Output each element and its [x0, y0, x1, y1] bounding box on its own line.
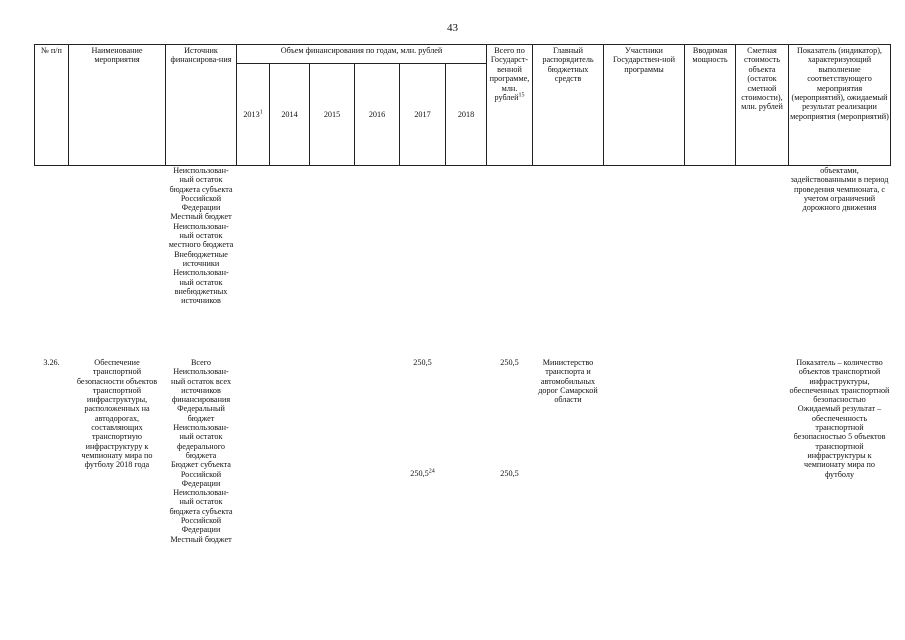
activity-name: Обеспечение транспортной безопасности объектов транспортной инфраструктуры, расположенных на автодорогах, составляющих транспортную инфраструктуру к чемпионату мира по футболу 2018 года — [76, 358, 158, 470]
main-manager: Министерство транспорта и автомобильных дорог Самарской области — [538, 358, 598, 405]
header-num: № п/п — [35, 45, 69, 166]
header-name: Наименование мероприятия — [69, 45, 166, 166]
header-year-2015: 2015 — [310, 64, 355, 166]
continuation-indicator: объектами, задействованными в период проведения чемпионата, с учетом ограничений дорожного движения — [789, 166, 891, 359]
continuation-sources: Неиспользован-ный остаток бюджета субъекта Российской Федерации Местный бюджет Неиспользован-ный остаток местного бюджета Внебюджетные источники Неиспользован-ный остаток внебюджетных источников — [166, 166, 237, 359]
header-participants: Участники Государствен-ной программы — [604, 45, 685, 166]
header-total: Всего по Государст-венной программе, млн. рублей$^{15}$ — [487, 45, 533, 166]
total-values: 250,5 250,5 — [500, 358, 519, 479]
year-2017-values: 250,5 250,5$^{24}$ — [410, 358, 435, 479]
page-number: 43 — [447, 22, 458, 34]
header-year-2017: 2017 — [400, 64, 446, 166]
header-volume-group: Объем финансирования по годам, млн. рублей — [237, 45, 487, 64]
header-source: Источник финансирова-ния — [166, 45, 237, 166]
row-sources: Всего Неиспользован-ный остаток всех источников финансирования Федеральный бюджет Неиспользован-ный остаток федерального бюджета Бюджет субъекта Российской Федерации Неиспользован-ный остаток бюджета субъекта Российской Федерации Местный бюджет — [169, 358, 233, 544]
table-row-3-26 — [35, 358, 891, 544]
program-table — [34, 44, 891, 544]
row-indicator: Показатель – количество объектов транспортной инфраструктуры, обеспеченных транспортной безопасностью Ожидаемый результат – обеспеченность транспортной безопасностью 5 объектов транспортной инфраструктуры к чемпионату мира по футболу — [789, 358, 890, 479]
header-capacity: Вводимая мощность — [685, 45, 736, 166]
header-estimate: Сметная стоимость объекта (остаток сметной стоимости), млн. рублей — [736, 45, 789, 166]
header-year-2013: 2013$^1$ — [237, 64, 270, 166]
header-year-2016: 2016 — [355, 64, 400, 166]
header-indicator: Показатель (индикатор), характеризующий выполнение соответствующего мероприятия (мероприятий), ожидаемый результат реализации мероприятия (мероприятий) — [789, 45, 891, 166]
header-year-2018: 2018 — [446, 64, 487, 166]
header-year-2014: 2014 — [270, 64, 310, 166]
row-number: 3.26. — [43, 358, 60, 367]
continuation-row — [35, 166, 891, 359]
header-manager: Главный распорядитель бюджетных средств — [533, 45, 604, 166]
